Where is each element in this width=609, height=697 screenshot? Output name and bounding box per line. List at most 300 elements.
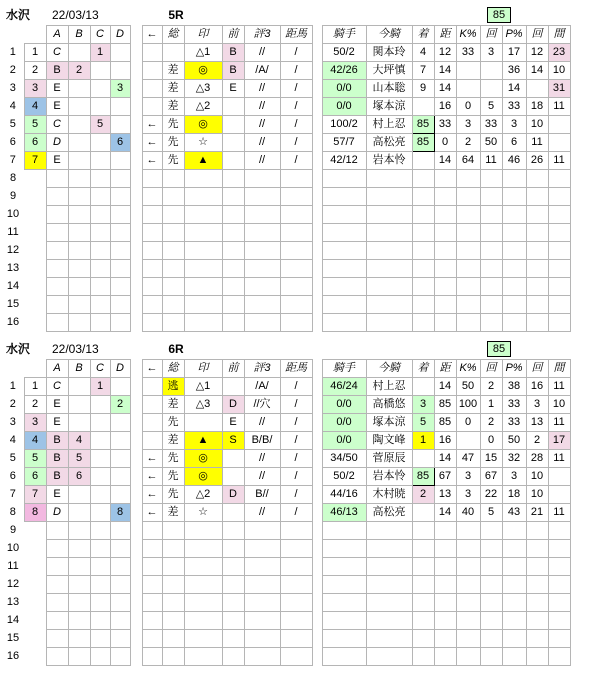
cell-ppct[interactable] <box>502 260 526 278</box>
cell-arrow[interactable] <box>130 522 142 540</box>
cell-arrow[interactable] <box>130 116 142 134</box>
cell-kai2[interactable]: 12 <box>526 44 548 62</box>
cell-no[interactable]: 6 <box>9 470 16 482</box>
cell-D[interactable] <box>110 224 130 242</box>
cell-A[interactable] <box>46 522 68 540</box>
cell-kan[interactable] <box>548 242 570 260</box>
cell-hyo[interactable]: // <box>244 44 280 62</box>
cell-sou[interactable] <box>162 522 184 540</box>
cell-mae[interactable]: E <box>222 414 244 432</box>
cell-no2[interactable]: 2 <box>24 62 46 80</box>
cell-D[interactable] <box>110 540 130 558</box>
cell-kan[interactable] <box>548 206 570 224</box>
cell-kai2[interactable] <box>526 612 548 630</box>
cell-mae[interactable] <box>222 242 244 260</box>
cell-chaku[interactable] <box>412 206 434 224</box>
cell-imakishu[interactable] <box>366 242 412 260</box>
cell-A[interactable]: E <box>46 152 68 170</box>
cell-kyo[interactable] <box>280 206 312 224</box>
cell-blank[interactable] <box>312 486 322 504</box>
cell-chaku[interactable] <box>412 98 434 116</box>
cell-kyo[interactable]: / <box>280 432 312 450</box>
cell-sou2[interactable] <box>142 44 162 62</box>
table-row[interactable] <box>2 612 570 630</box>
cell-ppct[interactable]: 18 <box>502 486 526 504</box>
cell-kyori[interactable] <box>434 242 456 260</box>
cell-hyo[interactable]: //穴 <box>244 396 280 414</box>
cell-hyo[interactable]: // <box>244 80 280 98</box>
cell-chaku[interactable] <box>412 314 434 332</box>
cell-B[interactable] <box>68 152 90 170</box>
cell-arrow[interactable] <box>130 450 142 468</box>
cell-kishu[interactable] <box>322 188 366 206</box>
cell-kyori[interactable]: 16 <box>434 98 456 116</box>
cell-kpct[interactable] <box>456 170 480 188</box>
cell-kai[interactable] <box>480 540 502 558</box>
cell-imakishu[interactable]: 村上忍 <box>366 116 412 134</box>
cell-kai[interactable] <box>480 576 502 594</box>
cell-blank[interactable] <box>312 432 322 450</box>
cell-D[interactable] <box>110 432 130 450</box>
cell-kpct[interactable] <box>456 296 480 314</box>
cell-blank[interactable] <box>312 414 322 432</box>
cell-A[interactable] <box>46 206 68 224</box>
cell-hyo[interactable]: // <box>244 98 280 116</box>
cell-A[interactable] <box>46 188 68 206</box>
cell-D[interactable] <box>110 314 130 332</box>
cell-B[interactable] <box>68 630 90 648</box>
cell-hyo[interactable]: /A/ <box>244 378 280 396</box>
cell-chaku[interactable] <box>412 522 434 540</box>
cell-no[interactable]: 7 <box>9 488 16 500</box>
cell-mark[interactable] <box>184 594 222 612</box>
cell-kpct[interactable]: 0 <box>456 414 480 432</box>
cell-kan[interactable] <box>548 296 570 314</box>
cell-chaku[interactable]: 5 <box>412 414 434 432</box>
cell-kpct[interactable] <box>456 260 480 278</box>
cell-kai[interactable]: 67 <box>480 468 502 486</box>
cell-kai[interactable]: 2 <box>480 378 502 396</box>
cell-B[interactable] <box>68 612 90 630</box>
cell-no[interactable]: 14 <box>6 614 20 626</box>
cell-arrow[interactable] <box>130 134 142 152</box>
cell-sou[interactable]: 先 <box>162 152 184 170</box>
cell-kishu[interactable] <box>322 242 366 260</box>
cell-kpct[interactable]: 3 <box>456 486 480 504</box>
cell-C[interactable] <box>90 224 110 242</box>
cell-no[interactable]: 13 <box>6 596 20 608</box>
cell-A[interactable]: E <box>46 98 68 116</box>
cell-imakishu[interactable]: 岩本怜 <box>366 152 412 170</box>
cell-mark[interactable] <box>184 242 222 260</box>
cell-sou[interactable]: 先 <box>162 450 184 468</box>
cell-B[interactable] <box>68 314 90 332</box>
cell-mark[interactable] <box>184 414 222 432</box>
cell-kyori[interactable] <box>434 278 456 296</box>
cell-kyo[interactable] <box>280 170 312 188</box>
cell-mae[interactable] <box>222 630 244 648</box>
cell-kai2[interactable] <box>526 522 548 540</box>
cell-mae[interactable] <box>222 188 244 206</box>
cell-arrow[interactable] <box>130 630 142 648</box>
cell-C[interactable] <box>90 558 110 576</box>
cell-no[interactable]: 3 <box>9 416 16 428</box>
cell-chaku[interactable]: 85 <box>412 116 434 134</box>
cell-sou2[interactable] <box>142 242 162 260</box>
cell-hyo[interactable] <box>244 630 280 648</box>
cell-blank[interactable] <box>312 152 322 170</box>
cell-no[interactable]: 5 <box>9 118 16 130</box>
cell-kai[interactable]: 5 <box>480 504 502 522</box>
cell-hyo[interactable] <box>244 206 280 224</box>
table-row[interactable] <box>2 152 570 170</box>
cell-no[interactable]: 15 <box>6 632 20 644</box>
cell-no2[interactable] <box>24 576 46 594</box>
cell-kai2[interactable] <box>526 242 548 260</box>
cell-hyo[interactable]: // <box>244 116 280 134</box>
cell-arrow[interactable] <box>130 594 142 612</box>
cell-D[interactable] <box>110 44 130 62</box>
cell-kan[interactable] <box>548 116 570 134</box>
cell-kyori[interactable]: 67 <box>434 468 456 486</box>
cell-B[interactable] <box>68 414 90 432</box>
cell-mae[interactable] <box>222 378 244 396</box>
cell-kishu[interactable] <box>322 522 366 540</box>
cell-B[interactable] <box>68 224 90 242</box>
cell-B[interactable] <box>68 540 90 558</box>
cell-kan[interactable] <box>548 468 570 486</box>
cell-mae[interactable]: D <box>222 486 244 504</box>
cell-chaku[interactable]: 2 <box>412 486 434 504</box>
cell-kai2[interactable] <box>526 296 548 314</box>
cell-kpct[interactable] <box>456 522 480 540</box>
cell-chaku[interactable]: 3 <box>412 396 434 414</box>
cell-mark[interactable] <box>184 296 222 314</box>
cell-no2[interactable] <box>24 278 46 296</box>
cell-sou2[interactable] <box>142 612 162 630</box>
cell-no[interactable]: 8 <box>9 172 17 184</box>
cell-no[interactable]: 13 <box>6 262 20 274</box>
cell-D[interactable]: 8 <box>110 504 130 522</box>
cell-mark[interactable] <box>184 540 222 558</box>
cell-C[interactable] <box>90 260 110 278</box>
cell-kai2[interactable] <box>526 278 548 296</box>
cell-imakishu[interactable] <box>366 314 412 332</box>
cell-imakishu[interactable] <box>366 296 412 314</box>
cell-kishu[interactable]: 0/0 <box>322 396 366 414</box>
cell-sou2[interactable]: ← <box>142 468 162 486</box>
cell-kishu[interactable]: 44/16 <box>322 486 366 504</box>
cell-sou[interactable]: 差 <box>162 98 184 116</box>
cell-kai2[interactable]: 10 <box>526 116 548 134</box>
cell-no[interactable]: 16 <box>6 316 20 328</box>
cell-imakishu[interactable] <box>366 540 412 558</box>
cell-arrow[interactable] <box>130 414 142 432</box>
cell-mae[interactable] <box>222 468 244 486</box>
cell-kyori[interactable] <box>434 558 456 576</box>
cell-no2[interactable] <box>24 522 46 540</box>
cell-no2[interactable] <box>24 296 46 314</box>
cell-mae[interactable] <box>222 260 244 278</box>
cell-kyori[interactable]: 14 <box>434 62 456 80</box>
cell-kpct[interactable]: 47 <box>456 450 480 468</box>
cell-chaku[interactable]: 7 <box>412 62 434 80</box>
cell-ppct[interactable] <box>502 522 526 540</box>
cell-B[interactable] <box>68 134 90 152</box>
cell-C[interactable] <box>90 278 110 296</box>
cell-imakishu[interactable] <box>366 648 412 666</box>
cell-kan[interactable]: 11 <box>548 98 570 116</box>
cell-no2[interactable] <box>24 260 46 278</box>
cell-sou2[interactable] <box>142 630 162 648</box>
cell-kyo[interactable] <box>280 558 312 576</box>
cell-C[interactable] <box>90 486 110 504</box>
cell-hyo[interactable]: // <box>244 134 280 152</box>
cell-blank[interactable] <box>312 44 322 62</box>
cell-sou[interactable] <box>162 576 184 594</box>
cell-no2[interactable] <box>24 188 46 206</box>
cell-kai[interactable]: 5 <box>480 98 502 116</box>
cell-kai[interactable]: 50 <box>480 134 502 152</box>
cell-kai2[interactable]: 18 <box>526 98 548 116</box>
cell-arrow[interactable] <box>130 314 142 332</box>
cell-arrow[interactable] <box>130 504 142 522</box>
cell-kyo[interactable] <box>280 278 312 296</box>
cell-kan[interactable]: 10 <box>548 396 570 414</box>
cell-chaku[interactable]: 9 <box>412 80 434 98</box>
cell-sou2[interactable] <box>142 378 162 396</box>
cell-kyori[interactable] <box>434 522 456 540</box>
cell-C[interactable]: 1 <box>90 44 110 62</box>
cell-C[interactable] <box>90 504 110 522</box>
cell-imakishu[interactable]: 村上忍 <box>366 378 412 396</box>
cell-kpct[interactable]: 3 <box>456 468 480 486</box>
cell-A[interactable] <box>46 558 68 576</box>
table-row[interactable] <box>2 504 570 522</box>
cell-hyo[interactable]: // <box>244 152 280 170</box>
cell-D[interactable] <box>110 98 130 116</box>
cell-ppct[interactable]: 33 <box>502 414 526 432</box>
cell-mark[interactable]: △2 <box>184 486 222 504</box>
cell-ppct[interactable] <box>502 206 526 224</box>
cell-C[interactable] <box>90 576 110 594</box>
cell-C[interactable] <box>90 432 110 450</box>
cell-kishu[interactable]: 100/2 <box>322 116 366 134</box>
cell-arrow[interactable] <box>130 224 142 242</box>
cell-chaku[interactable] <box>412 612 434 630</box>
table-row[interactable] <box>2 432 570 450</box>
cell-no2[interactable] <box>24 648 46 666</box>
cell-ppct[interactable]: 50 <box>502 432 526 450</box>
cell-kai2[interactable]: 26 <box>526 152 548 170</box>
cell-mark[interactable]: ◎ <box>184 116 222 134</box>
cell-mark[interactable] <box>184 612 222 630</box>
cell-kpct[interactable]: 40 <box>456 504 480 522</box>
cell-no2[interactable]: 2 <box>24 396 46 414</box>
cell-D[interactable] <box>110 278 130 296</box>
cell-no2[interactable]: 6 <box>24 134 46 152</box>
cell-kai2[interactable] <box>526 558 548 576</box>
cell-kai[interactable] <box>480 612 502 630</box>
table-row[interactable] <box>2 450 570 468</box>
cell-mark[interactable]: △1 <box>184 44 222 62</box>
cell-hyo[interactable] <box>244 296 280 314</box>
cell-kpct[interactable] <box>456 314 480 332</box>
cell-no2[interactable] <box>24 314 46 332</box>
cell-no2[interactable] <box>24 612 46 630</box>
cell-imakishu[interactable]: 高橋悠 <box>366 396 412 414</box>
cell-kishu[interactable]: 42/26 <box>322 62 366 80</box>
cell-kai2[interactable]: 2 <box>526 432 548 450</box>
table-row[interactable] <box>2 522 570 540</box>
cell-B[interactable] <box>68 594 90 612</box>
cell-mark[interactable]: ▲ <box>184 152 222 170</box>
cell-A[interactable]: D <box>46 504 68 522</box>
cell-A[interactable]: B <box>46 62 68 80</box>
cell-mae[interactable] <box>222 612 244 630</box>
cell-kan[interactable] <box>548 170 570 188</box>
cell-mark[interactable]: △2 <box>184 98 222 116</box>
cell-kai[interactable] <box>480 630 502 648</box>
cell-kai2[interactable] <box>526 260 548 278</box>
cell-chaku[interactable] <box>412 540 434 558</box>
cell-ppct[interactable]: 36 <box>502 62 526 80</box>
cell-blank[interactable] <box>312 648 322 666</box>
cell-D[interactable]: 6 <box>110 134 130 152</box>
cell-kyori[interactable]: 85 <box>434 414 456 432</box>
cell-ppct[interactable]: 46 <box>502 152 526 170</box>
cell-C[interactable] <box>90 80 110 98</box>
cell-ppct[interactable]: 33 <box>502 98 526 116</box>
cell-chaku[interactable] <box>412 152 434 170</box>
cell-D[interactable] <box>110 206 130 224</box>
cell-no2[interactable] <box>24 224 46 242</box>
cell-ppct[interactable]: 3 <box>502 116 526 134</box>
cell-kyori[interactable] <box>434 188 456 206</box>
cell-sou2[interactable] <box>142 224 162 242</box>
cell-kai[interactable]: 1 <box>480 396 502 414</box>
cell-chaku[interactable] <box>412 504 434 522</box>
cell-A[interactable]: C <box>46 116 68 134</box>
cell-kan[interactable] <box>548 612 570 630</box>
cell-blank[interactable] <box>312 540 322 558</box>
cell-kyo[interactable]: / <box>280 44 312 62</box>
cell-imakishu[interactable] <box>366 260 412 278</box>
cell-chaku[interactable]: 85 <box>412 468 434 486</box>
cell-kai[interactable] <box>480 314 502 332</box>
cell-kan[interactable] <box>548 576 570 594</box>
cell-chaku[interactable] <box>412 188 434 206</box>
cell-A[interactable] <box>46 278 68 296</box>
cell-mark[interactable] <box>184 278 222 296</box>
cell-chaku[interactable]: 1 <box>412 432 434 450</box>
cell-kai2[interactable] <box>526 224 548 242</box>
cell-D[interactable] <box>110 468 130 486</box>
cell-A[interactable] <box>46 540 68 558</box>
cell-C[interactable] <box>90 612 110 630</box>
cell-ppct[interactable] <box>502 278 526 296</box>
cell-C[interactable] <box>90 98 110 116</box>
cell-mark[interactable] <box>184 188 222 206</box>
cell-D[interactable] <box>110 188 130 206</box>
cell-mark[interactable] <box>184 224 222 242</box>
cell-B[interactable] <box>68 242 90 260</box>
cell-kishu[interactable] <box>322 314 366 332</box>
cell-no[interactable]: 6 <box>9 136 16 148</box>
cell-C[interactable]: 1 <box>90 378 110 396</box>
cell-kyo[interactable]: / <box>280 62 312 80</box>
cell-kyo[interactable] <box>280 594 312 612</box>
cell-kai2[interactable] <box>526 540 548 558</box>
cell-kpct[interactable] <box>456 576 480 594</box>
cell-kai[interactable]: 11 <box>480 152 502 170</box>
cell-no2[interactable]: 1 <box>24 44 46 62</box>
cell-sou[interactable] <box>162 296 184 314</box>
cell-kan[interactable]: 23 <box>548 44 570 62</box>
cell-kishu[interactable] <box>322 260 366 278</box>
table-row[interactable] <box>2 98 570 116</box>
cell-sou2[interactable]: ← <box>142 450 162 468</box>
cell-kyo[interactable] <box>280 296 312 314</box>
cell-kai[interactable] <box>480 278 502 296</box>
cell-kai[interactable] <box>480 296 502 314</box>
cell-imakishu[interactable]: 高松亮 <box>366 504 412 522</box>
cell-blank[interactable] <box>312 594 322 612</box>
cell-kyori[interactable] <box>434 296 456 314</box>
cell-no[interactable]: 4 <box>9 434 16 446</box>
cell-kpct[interactable]: 50 <box>456 378 480 396</box>
cell-kan[interactable]: 11 <box>548 414 570 432</box>
table-row[interactable] <box>2 558 570 576</box>
cell-B[interactable]: 6 <box>68 468 90 486</box>
cell-kan[interactable]: 11 <box>548 504 570 522</box>
cell-arrow[interactable] <box>130 396 142 414</box>
cell-kyori[interactable] <box>434 576 456 594</box>
cell-no[interactable]: 10 <box>6 542 20 554</box>
cell-chaku[interactable]: 85 <box>412 134 434 152</box>
cell-blank[interactable] <box>312 260 322 278</box>
cell-A[interactable] <box>46 170 68 188</box>
cell-kyori[interactable] <box>434 612 456 630</box>
cell-kai[interactable] <box>480 62 502 80</box>
cell-A[interactable]: B <box>46 468 68 486</box>
cell-no2[interactable] <box>24 594 46 612</box>
cell-imakishu[interactable] <box>366 576 412 594</box>
cell-B[interactable] <box>68 504 90 522</box>
cell-hyo[interactable]: B/B/ <box>244 432 280 450</box>
cell-kyori[interactable] <box>434 224 456 242</box>
cell-mark[interactable] <box>184 558 222 576</box>
cell-arrow[interactable] <box>130 206 142 224</box>
cell-kai[interactable]: 0 <box>480 432 502 450</box>
cell-imakishu[interactable] <box>366 612 412 630</box>
cell-hyo[interactable]: // <box>244 414 280 432</box>
cell-kai2[interactable]: 28 <box>526 450 548 468</box>
cell-kai[interactable] <box>480 170 502 188</box>
cell-no2[interactable] <box>24 558 46 576</box>
cell-kai[interactable] <box>480 80 502 98</box>
cell-kan[interactable]: 11 <box>548 450 570 468</box>
cell-sou2[interactable] <box>142 576 162 594</box>
cell-sou[interactable]: 先 <box>162 468 184 486</box>
cell-kyo[interactable]: / <box>280 468 312 486</box>
cell-kai2[interactable] <box>526 648 548 666</box>
cell-kishu[interactable]: 0/0 <box>322 80 366 98</box>
cell-sou[interactable] <box>162 242 184 260</box>
cell-ppct[interactable] <box>502 224 526 242</box>
cell-B[interactable] <box>68 98 90 116</box>
cell-D[interactable] <box>110 116 130 134</box>
